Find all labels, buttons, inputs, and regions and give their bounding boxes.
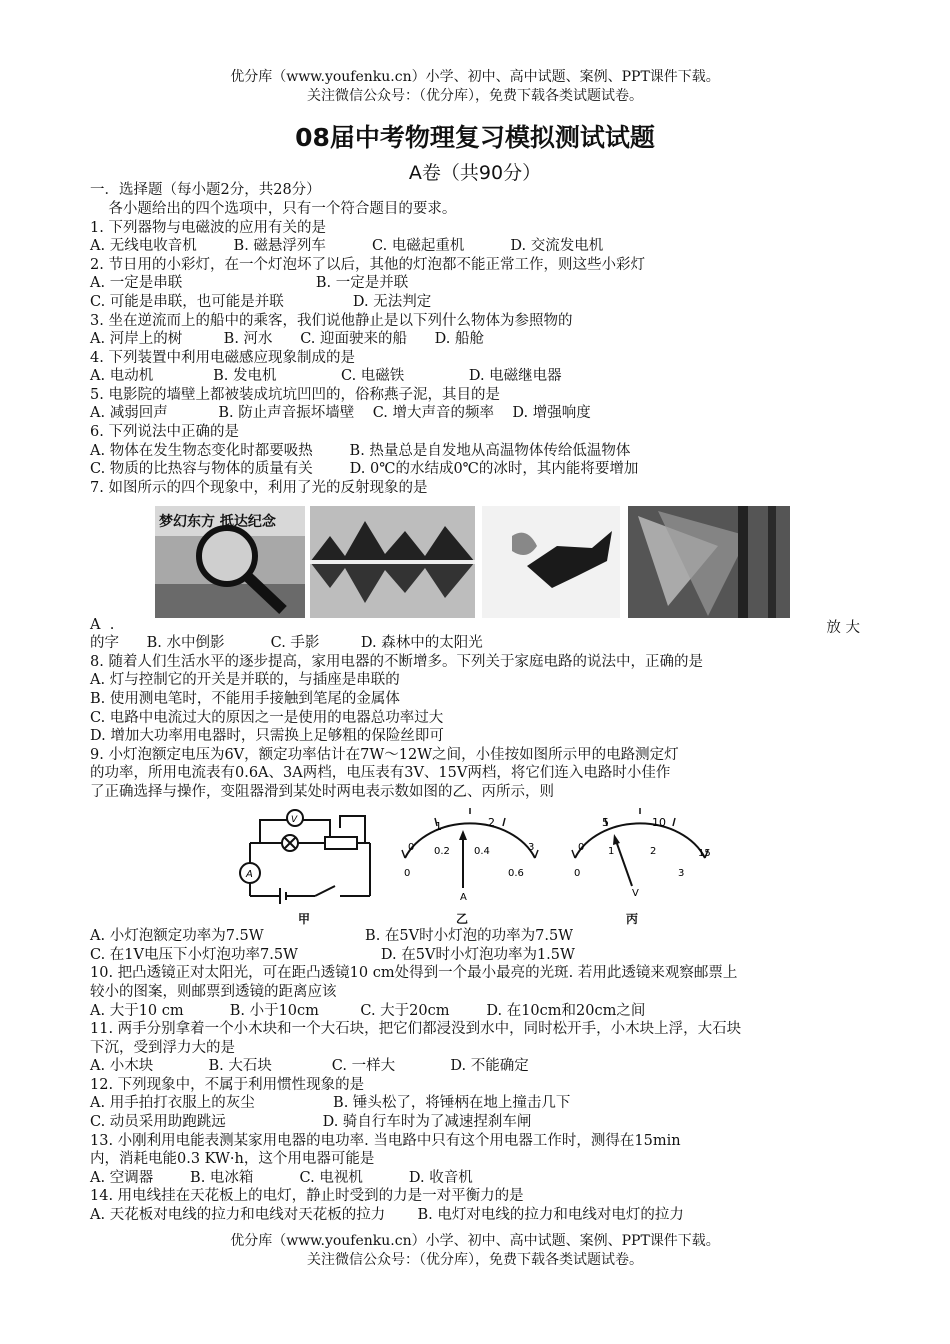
header-line-2: 关注微信公众号：（优分库），免费下载各类试题试卷。 [307,88,643,104]
question-line: C. 可能是串联，也可能是并联 D. 无法判定 [90,294,432,310]
question-line: 6. 下列说法中正确的是 [90,424,239,440]
question-line: 12. 下列现象中，不属于利用惯性现象的是 [90,1077,365,1093]
vm-mid-2: 2 [650,846,657,857]
question-line: A. 无线电收音机 B. 磁悬浮列车 C. 电磁起重机 D. 交流发电机 [90,238,604,254]
question-line: 14. 用电线挂在天花板上的电灯，静止时受到的力是一对平衡力的是 [90,1188,524,1204]
question-line: 13. 小刚利用电能表测某家用电器的电功率. 当电路中只有这个用电器工作时，测得在15min [90,1133,681,1149]
forest-icon [628,506,790,618]
photo-forest-sunlight [628,506,790,618]
vm-mid-1: 1 [608,846,615,857]
question-line: A. 小木块 B. 大石块 C. 一样大 D. 不能确定 [90,1058,529,1074]
amm-end: 3 [528,842,535,853]
hand-shadow-icon [482,506,620,618]
reflection-icon [310,506,475,618]
photo-caption: 梦幻东方 抵达纪念 [159,514,276,530]
question-line: A. 小灯泡额定功率为7.5W B. 在5V时小灯泡的功率为7.5W [90,928,574,944]
vm-arrow-label: V [632,888,639,899]
q7-right-text: 放 大 [826,620,860,636]
amm-zero: 0 [408,842,415,853]
question-line: A. 灯与控制它的开关是并联的，与插座是串联的 [90,672,400,688]
q7-options: 的字 B. 水中倒影 C. 手影 D. 森林中的太阳光 [90,635,483,651]
question-line: A. 空调器 B. 电冰箱 C. 电视机 D. 收音机 [90,1170,473,1186]
vm-bot-3: 3 [678,868,685,879]
vm-top-5: 5 [602,816,609,829]
question-line: D. 增加大功率用电器时，只需换上足够粗的保险丝即可 [90,728,444,744]
amm-top-2: 2 [488,816,495,829]
ammeter-dial [390,808,550,908]
question-line: 各小题给出的四个选项中，只有一个符合题目的要求。 [90,201,457,217]
fig-label-bing: 丙 [626,912,639,926]
fig-label-jia: 甲 [298,912,311,926]
question-line: 1. 下列器物与电磁波的应用有关的是 [90,220,326,236]
vm-zero: 0 [578,842,585,853]
question-line: 较小的图案，则邮票到透镜的距离应该 [90,984,337,1000]
photo-magnifier [155,506,305,618]
question-line: A. 河岸上的树 B. 河水 C. 迎面驶来的船 D. 船舱 [90,331,484,347]
circuit-diagram [230,808,380,918]
section-heading: 一．选择题（每小题2分，共28分） [90,182,321,198]
question-line: B. 使用测电笔时，不能用手接触到笔尾的金属体 [90,691,400,707]
amm-arrow-label: A [460,892,467,903]
question-line: A. 用手拍打衣服上的灰尘 B. 锤头松了，将锤柄在地上撞击几下 [90,1095,571,1111]
question-line: 9. 小灯泡额定电压为6V，额定功率估计在7W～12W之间，小佳按如图所示甲的电路测定灯 [90,747,679,763]
question-line: C. 动员采用助跑跳远 D. 骑自行车时为了减速捏刹车闸 [90,1114,532,1130]
ammeter-letter: A [246,869,253,880]
page-title: 08届中考物理复习模拟测试试题 [295,123,655,152]
question-line: 7. 如图所示的四个现象中，利用了光的反射现象的是 [90,480,428,496]
voltmeter-letter: V [291,815,298,825]
question-line: 5. 电影院的墙壁上都被装成坑坑凹凹的，俗称燕子泥，其目的是 [90,387,500,403]
amm-mid-1: 0.2 [434,846,450,857]
question-line: C. 在1V电压下小灯泡功率7.5W D. 在5V时小灯泡功率为1.5W [90,947,575,963]
voltmeter-dial [560,808,720,908]
amm-mid-2: 0.4 [474,846,490,857]
amm-bot-0: 0 [404,868,411,879]
fig-label-yi: 乙 [456,912,469,926]
question-line: A. 电动机 B. 发电机 C. 电磁铁 D. 电磁继电器 [90,368,562,384]
header-line-1: 优分库（www.youfenku.cn）小学、初中、高中试题、案例、PPT课件下载。 [230,69,720,85]
question-line: 10. 把凸透镜正对太阳光，可在距凸透镜10 cm处得到一个最小最亮的光斑. 若用此透镜来观察邮票上 [90,965,738,981]
photo-hand-shadow [482,506,620,618]
question-line: 8. 随着人们生活水平的逐步提高，家用电器的不断增多。下列关于家庭电路的说法中，正确的是 [90,654,703,670]
footer-line-1: 优分库（www.youfenku.cn）小学、初中、高中试题、案例、PPT课件下载。 [230,1233,720,1249]
question-line: 的功率，所用电流表有0.6A、3A两档，电压表有3V、15V两档，将它们连入电路时小佳作 [90,765,671,781]
question-line: 内，消耗电能0.3 KW·h，这个用电器可能是 [90,1151,375,1167]
photo-reflection [310,506,475,618]
amm-top-1: 1 [435,820,442,833]
question-line: A. 一定是串联 B. 一定是并联 [90,275,409,291]
vm-end: 15 [698,848,711,859]
question-line: 4. 下列装置中利用电磁感应现象制成的是 [90,350,355,366]
vm-bot-0: 0 [574,868,581,879]
question-line: 11. 两手分别拿着一个小木块和一个大石块，把它们都浸没到水中，同时松开手，小木块上浮，大石块 [90,1021,742,1037]
question-line: A. 天花板对电线的拉力和电线对天花板的拉力 B. 电灯对电线的拉力和电线对电灯的拉力 [90,1207,684,1223]
question-line: 了正确选择与操作，变阻器滑到某处时两电表示数如图的乙、丙所示，则 [90,784,554,800]
question-line: A. 物体在发生物态变化时都要吸热 B. 热量总是自发地从高温物体传给低温物体 [90,443,631,459]
question-line: 3. 坐在逆流而上的船中的乘客，我们说他静止是以下列什么物体为参照物的 [90,313,573,329]
footer-line-2: 关注微信公众号：（优分库），免费下载各类试题试卷。 [307,1252,643,1268]
amm-bot-06: 0.6 [508,868,524,879]
q7-label-a: A . [90,617,115,633]
question-line: C. 物质的比热容与物体的质量有关 D. 0℃的水结成0℃的冰时，其内能将要增加 [90,461,639,477]
question-line: C. 电路中电流过大的原因之一是使用的电器总功率过大 [90,710,444,726]
question-line: 2. 节日用的小彩灯，在一个灯泡坏了以后，其他的灯泡都不能正常工作，则这些小彩灯 [90,257,645,273]
page-subtitle: A卷（共90分） [408,162,542,184]
question-line: A. 大于10 cm B. 小于10cm C. 大于20cm D. 在10cm和20cm之间 [90,1003,646,1019]
question-line: A. 减弱回声 B. 防止声音振坏墙壁 C. 增大声音的频率 D. 增强响度 [90,405,591,421]
vm-top-10: 10 [652,816,666,829]
question-line: 下沉，受到浮力大的是 [90,1040,235,1056]
